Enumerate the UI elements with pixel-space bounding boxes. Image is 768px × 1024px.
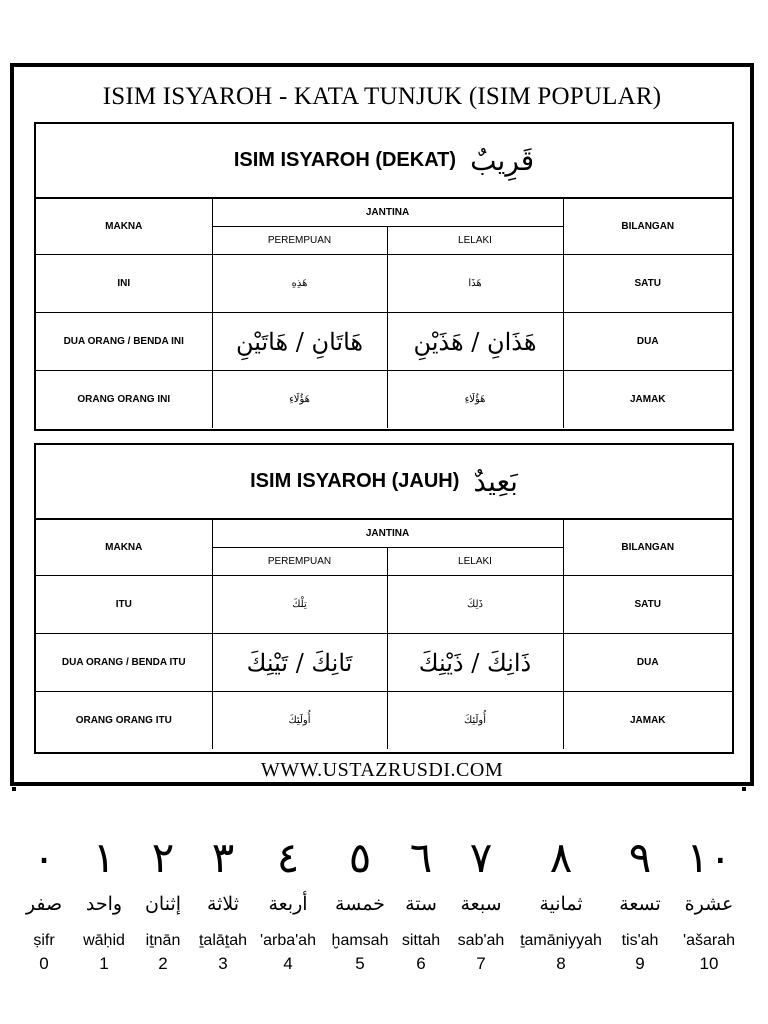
header-perempuan: PEREMPUAN bbox=[212, 548, 387, 576]
number-column bbox=[619, 830, 661, 976]
bilangan-cell: DUA bbox=[563, 634, 732, 692]
arabic-digit: ٧ bbox=[469, 833, 493, 882]
arabic-digit: ٣ bbox=[211, 833, 235, 882]
panel-near-arabic: قَرِيبٌ bbox=[470, 144, 535, 177]
latin-digit: 7 bbox=[476, 954, 486, 973]
header-bilangan: BILANGAN bbox=[563, 198, 732, 255]
latin-digit: 6 bbox=[416, 954, 426, 973]
table-row bbox=[36, 634, 732, 692]
scan-mark bbox=[742, 787, 746, 791]
arabic-number-word: إثنان bbox=[144, 893, 182, 915]
latin-digit: 8 bbox=[556, 954, 566, 973]
number-column bbox=[199, 830, 247, 976]
arabic-digit: ٩ bbox=[628, 833, 652, 882]
panel-near-header bbox=[36, 124, 732, 199]
header-bilangan: BILANGAN bbox=[563, 519, 732, 576]
arabic-digit: ١٠ bbox=[686, 833, 732, 882]
makna-cell: ITU bbox=[36, 576, 212, 634]
bilangan-cell: DUA bbox=[563, 313, 732, 371]
arabic-number-word: سبعة bbox=[460, 893, 502, 915]
panel-near bbox=[34, 122, 734, 431]
poster-url: WWW.USTAZRUSDI.COM bbox=[260, 759, 504, 781]
perempuan-cell: تَانِكَ / تَيْنِكَ bbox=[212, 634, 387, 692]
lelaki-cell: هَذَانِ / هَذَيْنِ bbox=[387, 313, 563, 371]
transliteration: ṣifr bbox=[33, 932, 55, 949]
transliteration: ṯamāniyyah bbox=[520, 932, 602, 949]
poster-title: ISIM ISYAROH - KATA TUNJUK (ISIM POPULAR) bbox=[102, 83, 662, 110]
latin-digit: 5 bbox=[355, 954, 365, 973]
arabic-number-word: ستة bbox=[405, 893, 437, 915]
arabic-number-word: عشرة bbox=[684, 893, 734, 915]
number-column bbox=[332, 830, 389, 976]
arabic-number-word: ثمانية bbox=[539, 893, 583, 915]
transliteration: sab'ah bbox=[457, 932, 505, 949]
panel-far-header bbox=[36, 445, 732, 520]
arabic-number-word: واحد bbox=[85, 893, 123, 915]
perempuan-cell: هَؤُلَاءِ bbox=[212, 371, 387, 429]
bilangan-cell: JAMAK bbox=[563, 371, 732, 429]
makna-cell: DUA ORANG / BENDA ITU bbox=[36, 634, 212, 692]
bilangan-cell: SATU bbox=[563, 576, 732, 634]
lelaki-cell: هَذَا bbox=[387, 255, 563, 313]
panel-far bbox=[34, 443, 734, 754]
transliteration: wāḥid bbox=[83, 932, 125, 949]
number-column bbox=[83, 830, 125, 976]
arabic-digit: ٥ bbox=[348, 833, 372, 882]
table-row bbox=[36, 371, 732, 429]
header-makna: MAKNA bbox=[36, 519, 212, 576]
bilangan-cell: JAMAK bbox=[563, 692, 732, 750]
makna-cell: ORANG ORANG ITU bbox=[36, 692, 212, 750]
makna-cell: INI bbox=[36, 255, 212, 313]
arabic-numbers bbox=[0, 830, 768, 1000]
number-column bbox=[26, 830, 62, 976]
table-row bbox=[36, 255, 732, 313]
arabic-digit: ١ bbox=[92, 833, 116, 882]
number-column bbox=[520, 830, 602, 976]
number-column bbox=[402, 830, 440, 976]
lelaki-cell: هَؤُلَاءِ bbox=[387, 371, 563, 429]
lelaki-cell: ذَلِكَ bbox=[387, 576, 563, 634]
arabic-digit: ٠ bbox=[32, 833, 56, 882]
transliteration: 'arba'ah bbox=[260, 932, 316, 949]
table-near bbox=[36, 197, 732, 428]
arabic-number-word: تسعة bbox=[619, 893, 661, 915]
arabic-digit: ٨ bbox=[549, 833, 573, 882]
table-row bbox=[36, 313, 732, 371]
lelaki-cell: ذَانِكَ / ذَيْنِكَ bbox=[387, 634, 563, 692]
latin-digit: 4 bbox=[283, 954, 293, 973]
number-column bbox=[260, 830, 316, 976]
table-row bbox=[36, 692, 732, 750]
latin-digit: 2 bbox=[158, 954, 168, 973]
perempuan-cell: هَاتَانِ / هَاتَيْنِ bbox=[212, 313, 387, 371]
perempuan-cell: تِلْكَ bbox=[212, 576, 387, 634]
number-column bbox=[683, 830, 735, 976]
header-jantina: JANTINA bbox=[212, 519, 563, 548]
arabic-digit: ٦ bbox=[409, 833, 433, 882]
latin-digit: 1 bbox=[99, 954, 109, 973]
number-column bbox=[458, 830, 505, 976]
header-lelaki: LELAKI bbox=[387, 227, 563, 255]
makna-cell: DUA ORANG / BENDA INI bbox=[36, 313, 212, 371]
transliteration: sittah bbox=[401, 932, 441, 949]
table-far bbox=[36, 518, 732, 749]
scan-mark bbox=[12, 787, 16, 791]
number-column bbox=[145, 830, 181, 976]
arabic-digit: ٤ bbox=[276, 833, 300, 882]
transliteration: 'ašarah bbox=[683, 932, 735, 949]
perempuan-cell: أُولَئِكَ bbox=[212, 692, 387, 750]
arabic-digit: ٢ bbox=[151, 833, 175, 882]
header-jantina: JANTINA bbox=[212, 198, 563, 227]
header-perempuan: PEREMPUAN bbox=[212, 227, 387, 255]
transliteration: tis'ah bbox=[621, 932, 659, 949]
latin-digit: 9 bbox=[635, 954, 645, 973]
panel-near-title: ISIM ISYAROH (DEKAT) bbox=[233, 149, 457, 171]
arabic-number-word: أربعة bbox=[268, 893, 308, 915]
poster bbox=[10, 63, 754, 786]
makna-cell: ORANG ORANG INI bbox=[36, 371, 212, 429]
bilangan-cell: SATU bbox=[563, 255, 732, 313]
latin-digit: 0 bbox=[39, 954, 49, 973]
header-lelaki: LELAKI bbox=[387, 548, 563, 576]
latin-digit: 3 bbox=[218, 954, 228, 973]
header-makna: MAKNA bbox=[36, 198, 212, 255]
latin-digit: 10 bbox=[699, 954, 719, 973]
transliteration: ḫamsah bbox=[331, 932, 389, 949]
transliteration: ṯalāṯah bbox=[198, 932, 248, 949]
arabic-number-word: صفر bbox=[25, 893, 63, 915]
panel-far-arabic: بَعِيدٌ bbox=[473, 465, 518, 498]
panel-far-title: ISIM ISYAROH (JAUH) bbox=[250, 470, 460, 492]
arabic-number-word: خمسة bbox=[335, 893, 385, 915]
table-row bbox=[36, 576, 732, 634]
lelaki-cell: أُولَئِكَ bbox=[387, 692, 563, 750]
transliteration: iṯnān bbox=[145, 932, 181, 949]
arabic-number-word: ثلاثة bbox=[206, 893, 240, 915]
perempuan-cell: هَذِهِ bbox=[212, 255, 387, 313]
